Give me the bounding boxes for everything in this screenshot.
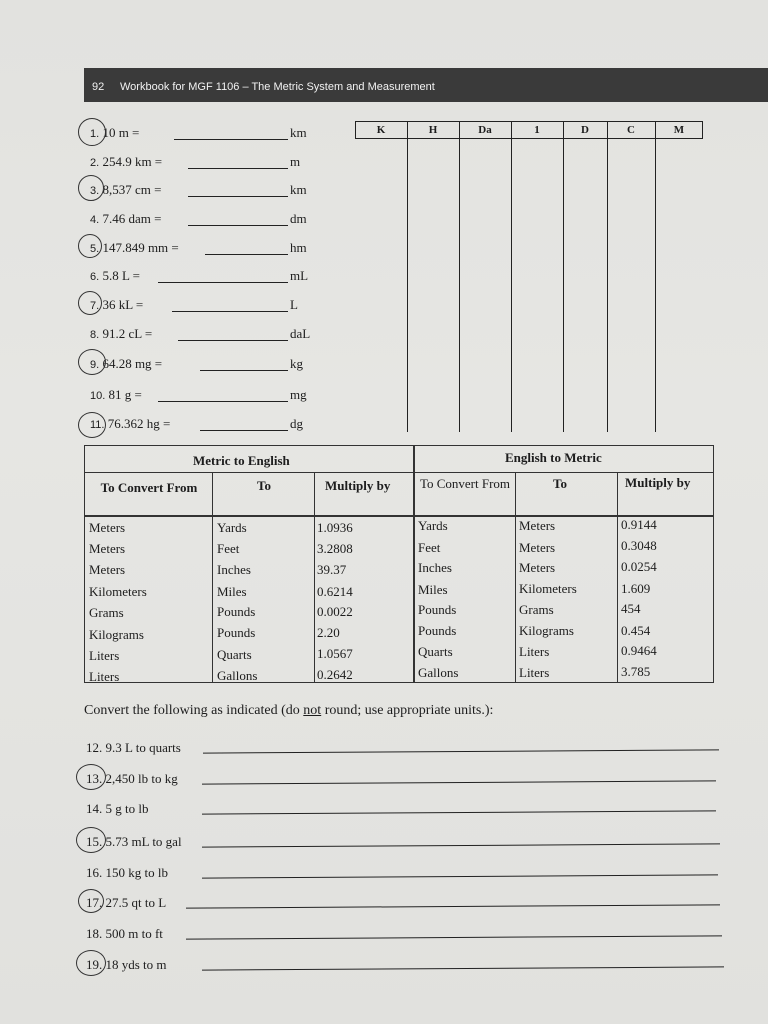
metric-to-english-title: Metric to English bbox=[193, 453, 290, 468]
table-cell: Liters bbox=[519, 644, 550, 659]
col-header-multiply-2: Multiply by bbox=[625, 475, 691, 490]
answer-line[interactable] bbox=[202, 843, 720, 847]
table-cell: Grams bbox=[519, 602, 554, 617]
chart-column-line bbox=[655, 121, 656, 432]
table-cell: Liters bbox=[519, 665, 550, 680]
table-cell: Meters bbox=[89, 541, 126, 556]
answer-line[interactable] bbox=[186, 935, 722, 939]
page-title: Workbook for MGF 1106 – The Metric System and Measurement bbox=[120, 81, 435, 93]
pen-circle bbox=[76, 764, 106, 790]
answer-line[interactable] bbox=[174, 139, 288, 140]
table-cell: Gallons bbox=[418, 665, 459, 680]
table-cell: Pounds bbox=[418, 623, 457, 638]
pen-circle bbox=[76, 950, 106, 976]
table-rule bbox=[515, 472, 516, 682]
metric-prefix-chart bbox=[355, 121, 703, 432]
practice-16: 16. 150 kg to lb bbox=[86, 865, 168, 881]
exercise-6: 6. 5.8 L = mL bbox=[90, 268, 309, 283]
pen-circle bbox=[78, 349, 106, 375]
exercise-3: 3. 8,537 cm = km bbox=[90, 182, 307, 197]
pen-circle bbox=[78, 291, 102, 315]
exercise-5: 5. 147.849 mm = hm bbox=[90, 240, 307, 255]
chart-column-line bbox=[563, 121, 564, 432]
page-header bbox=[84, 68, 768, 102]
prefix-label: D bbox=[581, 124, 589, 136]
table-cell: 454 bbox=[621, 601, 641, 616]
table-rule bbox=[85, 515, 713, 517]
pen-circle bbox=[78, 118, 106, 146]
exercise-2: 2. 254.9 km = m bbox=[90, 154, 301, 169]
table-cell: Meters bbox=[519, 540, 556, 555]
table-cell: Yards bbox=[217, 520, 247, 535]
col-header-from: To Convert From bbox=[100, 480, 198, 495]
prefix-label: K bbox=[376, 124, 386, 136]
table-cell: Kilograms bbox=[89, 627, 144, 642]
practice-12: 12. 9.3 L to quarts bbox=[86, 740, 181, 756]
table-cell: 39.37 bbox=[317, 562, 347, 577]
prefix-label: C bbox=[627, 124, 635, 136]
pen-circle bbox=[78, 412, 106, 438]
table-cell: 1.0936 bbox=[317, 520, 353, 535]
chart-column-line bbox=[459, 121, 460, 432]
answer-line[interactable] bbox=[200, 430, 288, 431]
conversion-table bbox=[84, 445, 714, 683]
prefix-label: 1 bbox=[534, 124, 540, 136]
answer-line[interactable] bbox=[178, 340, 288, 341]
exercise-9: 9. 64.28 mg = kg bbox=[90, 356, 303, 371]
table-cell: 1.0567 bbox=[317, 646, 353, 661]
table-cell: Miles bbox=[217, 584, 247, 599]
table-cell: Kilograms bbox=[519, 623, 574, 638]
table-cell: Grams bbox=[89, 605, 124, 620]
table-cell: Inches bbox=[217, 562, 251, 577]
table-cell: 0.9464 bbox=[621, 643, 657, 658]
practice-17: 17. 27.5 qt to L bbox=[86, 895, 166, 911]
table-cell: Pounds bbox=[217, 625, 256, 640]
table-cell: Yards bbox=[418, 518, 448, 533]
table-rule bbox=[617, 472, 618, 682]
table-cell: 2.20 bbox=[317, 625, 340, 640]
answer-line[interactable] bbox=[188, 225, 288, 226]
table-cell: 0.0254 bbox=[621, 559, 657, 574]
prefix-label: Da bbox=[478, 124, 492, 136]
instructions: Convert the following as indicated (do not round; use appropriate units.): bbox=[84, 703, 494, 718]
practice-18: 18. 500 m to ft bbox=[86, 926, 163, 942]
prefix-label: M bbox=[673, 124, 685, 136]
exercise-10: 10. 81 g = mg bbox=[90, 387, 307, 402]
table-cell: Meters bbox=[89, 562, 126, 577]
pen-circle bbox=[78, 889, 104, 913]
practice-19: 19. 18 yds to m bbox=[86, 957, 167, 973]
table-cell: Liters bbox=[89, 648, 120, 663]
table-rule bbox=[413, 446, 415, 682]
table-rule bbox=[85, 472, 713, 473]
exercise-8: 8. 91.2 cL = daL bbox=[90, 326, 311, 341]
exercise-4: 4. 7.46 dam = dm bbox=[90, 211, 307, 226]
table-cell: Feet bbox=[418, 540, 441, 555]
table-cell: 0.6214 bbox=[317, 584, 353, 599]
table-cell: 0.3048 bbox=[621, 538, 657, 553]
table-cell: Kilometers bbox=[519, 581, 577, 596]
prefix-label: H bbox=[428, 124, 438, 136]
answer-line[interactable] bbox=[188, 168, 288, 169]
table-cell: Pounds bbox=[217, 604, 256, 619]
table-cell: 0.2642 bbox=[317, 667, 353, 682]
table-cell: 0.0022 bbox=[317, 604, 353, 619]
answer-line[interactable] bbox=[186, 904, 720, 908]
answer-line[interactable] bbox=[202, 780, 716, 784]
practice-13: 13. 2,450 lb to kg bbox=[86, 771, 178, 787]
table-cell: Meters bbox=[519, 560, 556, 575]
exercise-1: 1. 10 m = km bbox=[90, 125, 307, 140]
col-header-to: To bbox=[257, 478, 271, 493]
table-cell: Kilometers bbox=[89, 584, 147, 599]
table-cell: Gallons bbox=[217, 668, 258, 683]
answer-line[interactable] bbox=[202, 966, 724, 970]
pen-circle bbox=[78, 234, 102, 258]
table-cell: Inches bbox=[418, 560, 452, 575]
table-cell: Meters bbox=[89, 520, 126, 535]
table-rule bbox=[314, 472, 315, 682]
pen-circle bbox=[76, 827, 106, 853]
col-header-from-2: To Convert From bbox=[419, 476, 511, 491]
col-header-multiply: Multiply by bbox=[325, 478, 391, 493]
table-cell: Pounds bbox=[418, 602, 457, 617]
table-cell: Meters bbox=[519, 518, 556, 533]
table-cell: Liters bbox=[89, 669, 120, 684]
table-cell: 1.609 bbox=[621, 581, 651, 596]
answer-line[interactable] bbox=[205, 254, 288, 255]
answer-line[interactable] bbox=[188, 196, 288, 197]
practice-15: 15. 5.73 mL to gal bbox=[86, 834, 182, 850]
page-number: 92 bbox=[92, 81, 105, 93]
practice-14: 14. 5 g to lb bbox=[86, 801, 148, 817]
answer-line[interactable] bbox=[203, 749, 719, 753]
pen-circle bbox=[78, 175, 104, 201]
table-cell: 3.2808 bbox=[317, 541, 353, 556]
answer-line[interactable] bbox=[158, 282, 288, 283]
answer-line[interactable] bbox=[172, 311, 288, 312]
col-header-to-2: To bbox=[553, 476, 567, 491]
chart-column-line bbox=[407, 121, 408, 432]
table-cell: Quarts bbox=[418, 644, 453, 659]
english-to-metric-title: English to Metric bbox=[505, 450, 602, 465]
table-cell: 3.785 bbox=[621, 664, 651, 679]
table-cell: Feet bbox=[217, 541, 240, 556]
exercise-11: 11. 76.362 hg = dg bbox=[90, 416, 303, 431]
answer-line[interactable] bbox=[202, 810, 716, 814]
answer-line[interactable] bbox=[158, 401, 288, 402]
table-cell: 0.9144 bbox=[621, 517, 657, 532]
answer-line[interactable] bbox=[200, 370, 288, 371]
exercise-7: 7. 36 kL = L bbox=[90, 297, 298, 312]
chart-column-line bbox=[511, 121, 512, 432]
chart-column-line bbox=[607, 121, 608, 432]
table-rule bbox=[212, 472, 213, 682]
table-cell: Quarts bbox=[217, 647, 252, 662]
table-cell: Miles bbox=[418, 582, 448, 597]
answer-line[interactable] bbox=[202, 874, 718, 878]
table-cell: 0.454 bbox=[621, 623, 651, 638]
